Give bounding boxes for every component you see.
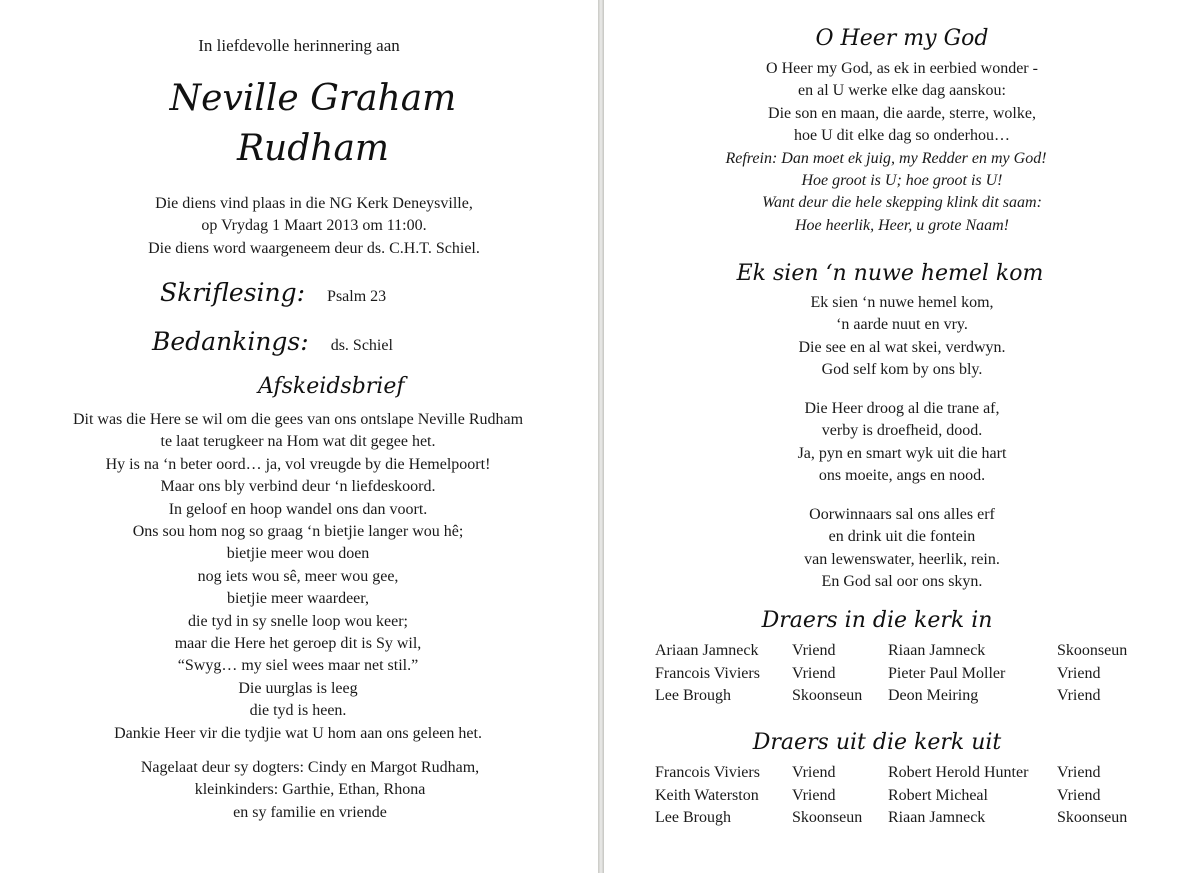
afskeidsbrief-heading: Afskeidsbrief — [258, 374, 405, 399]
bearer-relation: Vriend — [792, 642, 836, 659]
bearer-relation: Vriend — [792, 664, 836, 682]
bearer-name: Riaan Jamneck — [888, 809, 986, 827]
bearer-name: Francois Viviers — [655, 664, 760, 682]
hymn-line: Ek sien ‘n nuwe hemel kom, — [810, 294, 994, 311]
skriflesing-row — [160, 278, 386, 307]
service-line: Die diens word waargeneem deur ds. C.H.T. Schiel. — [148, 239, 480, 257]
bedankings-value: ds. Schiel — [330, 337, 393, 354]
poem-line: In geloof en hoop wandel ons dan voort. — [168, 500, 428, 518]
intro-text: In liefdevolle herinnering aan — [198, 36, 400, 55]
bearer-relation: Skoonseun — [1057, 642, 1128, 659]
poem-line: “Swyg… my siel wees maar net stil.” — [177, 657, 419, 675]
bearer-relation: Skoonseun — [792, 687, 863, 705]
bearer-row — [655, 640, 1147, 663]
afskeidsbrief-text — [0, 409, 596, 745]
deceased-name-line2: Rudham — [236, 128, 390, 169]
bearer-name: Francois Viviers — [655, 764, 760, 781]
poem-line: nog iets wou sê, meer wou gee, — [197, 567, 399, 585]
bearers-in-table — [655, 640, 1147, 708]
hymn-line: ons moeite, angs en nood. — [818, 467, 986, 485]
bearer-relation: Skoonseun — [1057, 809, 1128, 827]
bearers-out-title: Draers uit die kerk uit — [752, 730, 1002, 755]
bedankings-row — [152, 327, 393, 356]
bearer-row — [655, 663, 1147, 686]
bearer-name: Keith Waterston — [655, 786, 759, 804]
bearer-relation: Vriend — [792, 764, 836, 781]
hymn-line: ‘n aarde nuut en vry. — [836, 316, 968, 334]
hymn-line: en al U werke elke dag aanskou: — [798, 82, 1006, 100]
hymn-line: En God sal oor ons skyn. — [821, 573, 983, 591]
hymn-line: God self kom by ons bly. — [821, 361, 983, 379]
bearer-relation: Skoonseun — [792, 809, 863, 827]
poem-line: te laat terugkeer na Hom wat dit gegee het. — [160, 433, 436, 451]
bearer-relation: Vriend — [1057, 786, 1101, 804]
bearers-in-title: Draers in die kerk in — [761, 608, 993, 633]
bearer-name: Deon Meiring — [888, 687, 979, 705]
bearer-relation: Vriend — [1057, 664, 1101, 682]
survivors-text — [0, 757, 598, 824]
poem-line: Hy is na ‘n beter oord… ja, vol vreugde by die Hemelpoort! — [105, 455, 491, 473]
poem-line: Die uurglas is leeg — [238, 679, 358, 697]
poem-line: maar die Here het geroep dit is Sy wil, — [174, 635, 422, 653]
hymn-line: verby is droefheid, dood. — [821, 422, 983, 440]
service-line: Die diens vind plaas in die NG Kerk Deneysville, — [155, 195, 473, 212]
skriflesing-value: Psalm 23 — [327, 288, 387, 305]
service-line: op Vrydag 1 Maart 2013 om 11:00. — [201, 217, 427, 235]
hymn2-stanza-2 — [604, 398, 1200, 488]
poem-line: Dit was die Here se wil om die gees van ons ontslape Neville Rudham — [72, 411, 524, 428]
hymn1-title: O Heer my God — [815, 26, 989, 51]
bearer-relation: Vriend — [1057, 764, 1101, 781]
hymn2-stanza-1 — [604, 292, 1200, 382]
poem-line: die tyd is heen. — [249, 702, 347, 720]
left-page — [0, 0, 598, 873]
hymn-line: Oorwinnaars sal ons alles erf — [809, 506, 995, 523]
bearer-name: Ariaan Jamneck — [655, 642, 759, 659]
hymn-line: Die see en al wat skei, verdwyn. — [798, 338, 1006, 356]
poem-line: bietjie meer wou doen — [226, 545, 370, 563]
hymn-line: Die son en maan, die aarde, sterre, wolke, — [768, 104, 1036, 122]
survivors-line: Nagelaat deur sy dogters: Cindy en Margot Rudham, — [140, 759, 480, 776]
refrain-line: Hoe heerlik, Heer, u grote Naam! — [794, 216, 1010, 234]
hymn-line: Die Heer droog al die trane af, — [804, 400, 1000, 417]
refrain-line: Hoe groot is U; hoe groot is U! — [801, 172, 1003, 190]
hymn2-title: Ek sien ‘n nuwe hemel kom — [736, 261, 1044, 286]
hymn1-text — [604, 58, 1200, 237]
survivors-line: en sy familie en vriende — [233, 803, 387, 821]
hymn-line: O Heer my God, as ek in eerbied wonder - — [766, 60, 1038, 77]
bearer-row — [655, 762, 1147, 785]
refrain-line: Want deur die hele skepping klink dit saam: — [762, 194, 1042, 212]
bearer-name: Pieter Paul Moller — [888, 664, 1006, 682]
bearer-row — [655, 807, 1147, 830]
bearer-name: Robert Micheal — [888, 786, 988, 804]
poem-line: die tyd in sy snelle loop wou keer; — [188, 612, 408, 630]
bearer-name: Riaan Jamneck — [888, 642, 986, 659]
bearer-relation: Vriend — [792, 786, 836, 804]
bedankings-label: Bedankings: — [152, 327, 309, 356]
deceased-name-line1: Neville Graham — [169, 78, 457, 119]
right-page — [604, 0, 1200, 873]
bearer-name: Robert Herold Hunter — [888, 764, 1029, 781]
bearer-relation: Vriend — [1057, 687, 1101, 705]
skriflesing-label: Skriflesing: — [160, 278, 306, 307]
bearer-name: Lee Brough — [655, 809, 731, 827]
poem-line: Dankie Heer vir die tydjie wat U hom aan ons geleen het. — [114, 724, 482, 742]
hymn-line: en drink uit die fontein — [828, 528, 976, 546]
refrain-line: Refrein: Dan moet ek juig, my Redder en my God! — [725, 149, 1047, 167]
hymn-line: van lewenswater, heerlik, rein. — [804, 550, 1000, 568]
bearer-row — [655, 785, 1147, 808]
poem-line: Maar ons bly verbind deur ‘n liefdeskoord. — [160, 478, 436, 496]
bearer-name: Lee Brough — [655, 687, 731, 705]
survivors-line: kleinkinders: Garthie, Ethan, Rhona — [194, 781, 426, 799]
poem-line: bietjie meer waardeer, — [227, 590, 369, 608]
hymn-line: hoe U dit elke dag so onderhou… — [794, 127, 1010, 145]
bearer-row — [655, 685, 1147, 708]
poem-line: Ons sou hom nog so graag ‘n bietjie langer wou hê; — [132, 523, 464, 541]
hymn2-stanza-3 — [604, 504, 1200, 594]
hymn-line: Ja, pyn en smart wyk uit die hart — [797, 444, 1007, 462]
service-details — [0, 193, 598, 260]
bearers-out-table — [655, 762, 1147, 830]
